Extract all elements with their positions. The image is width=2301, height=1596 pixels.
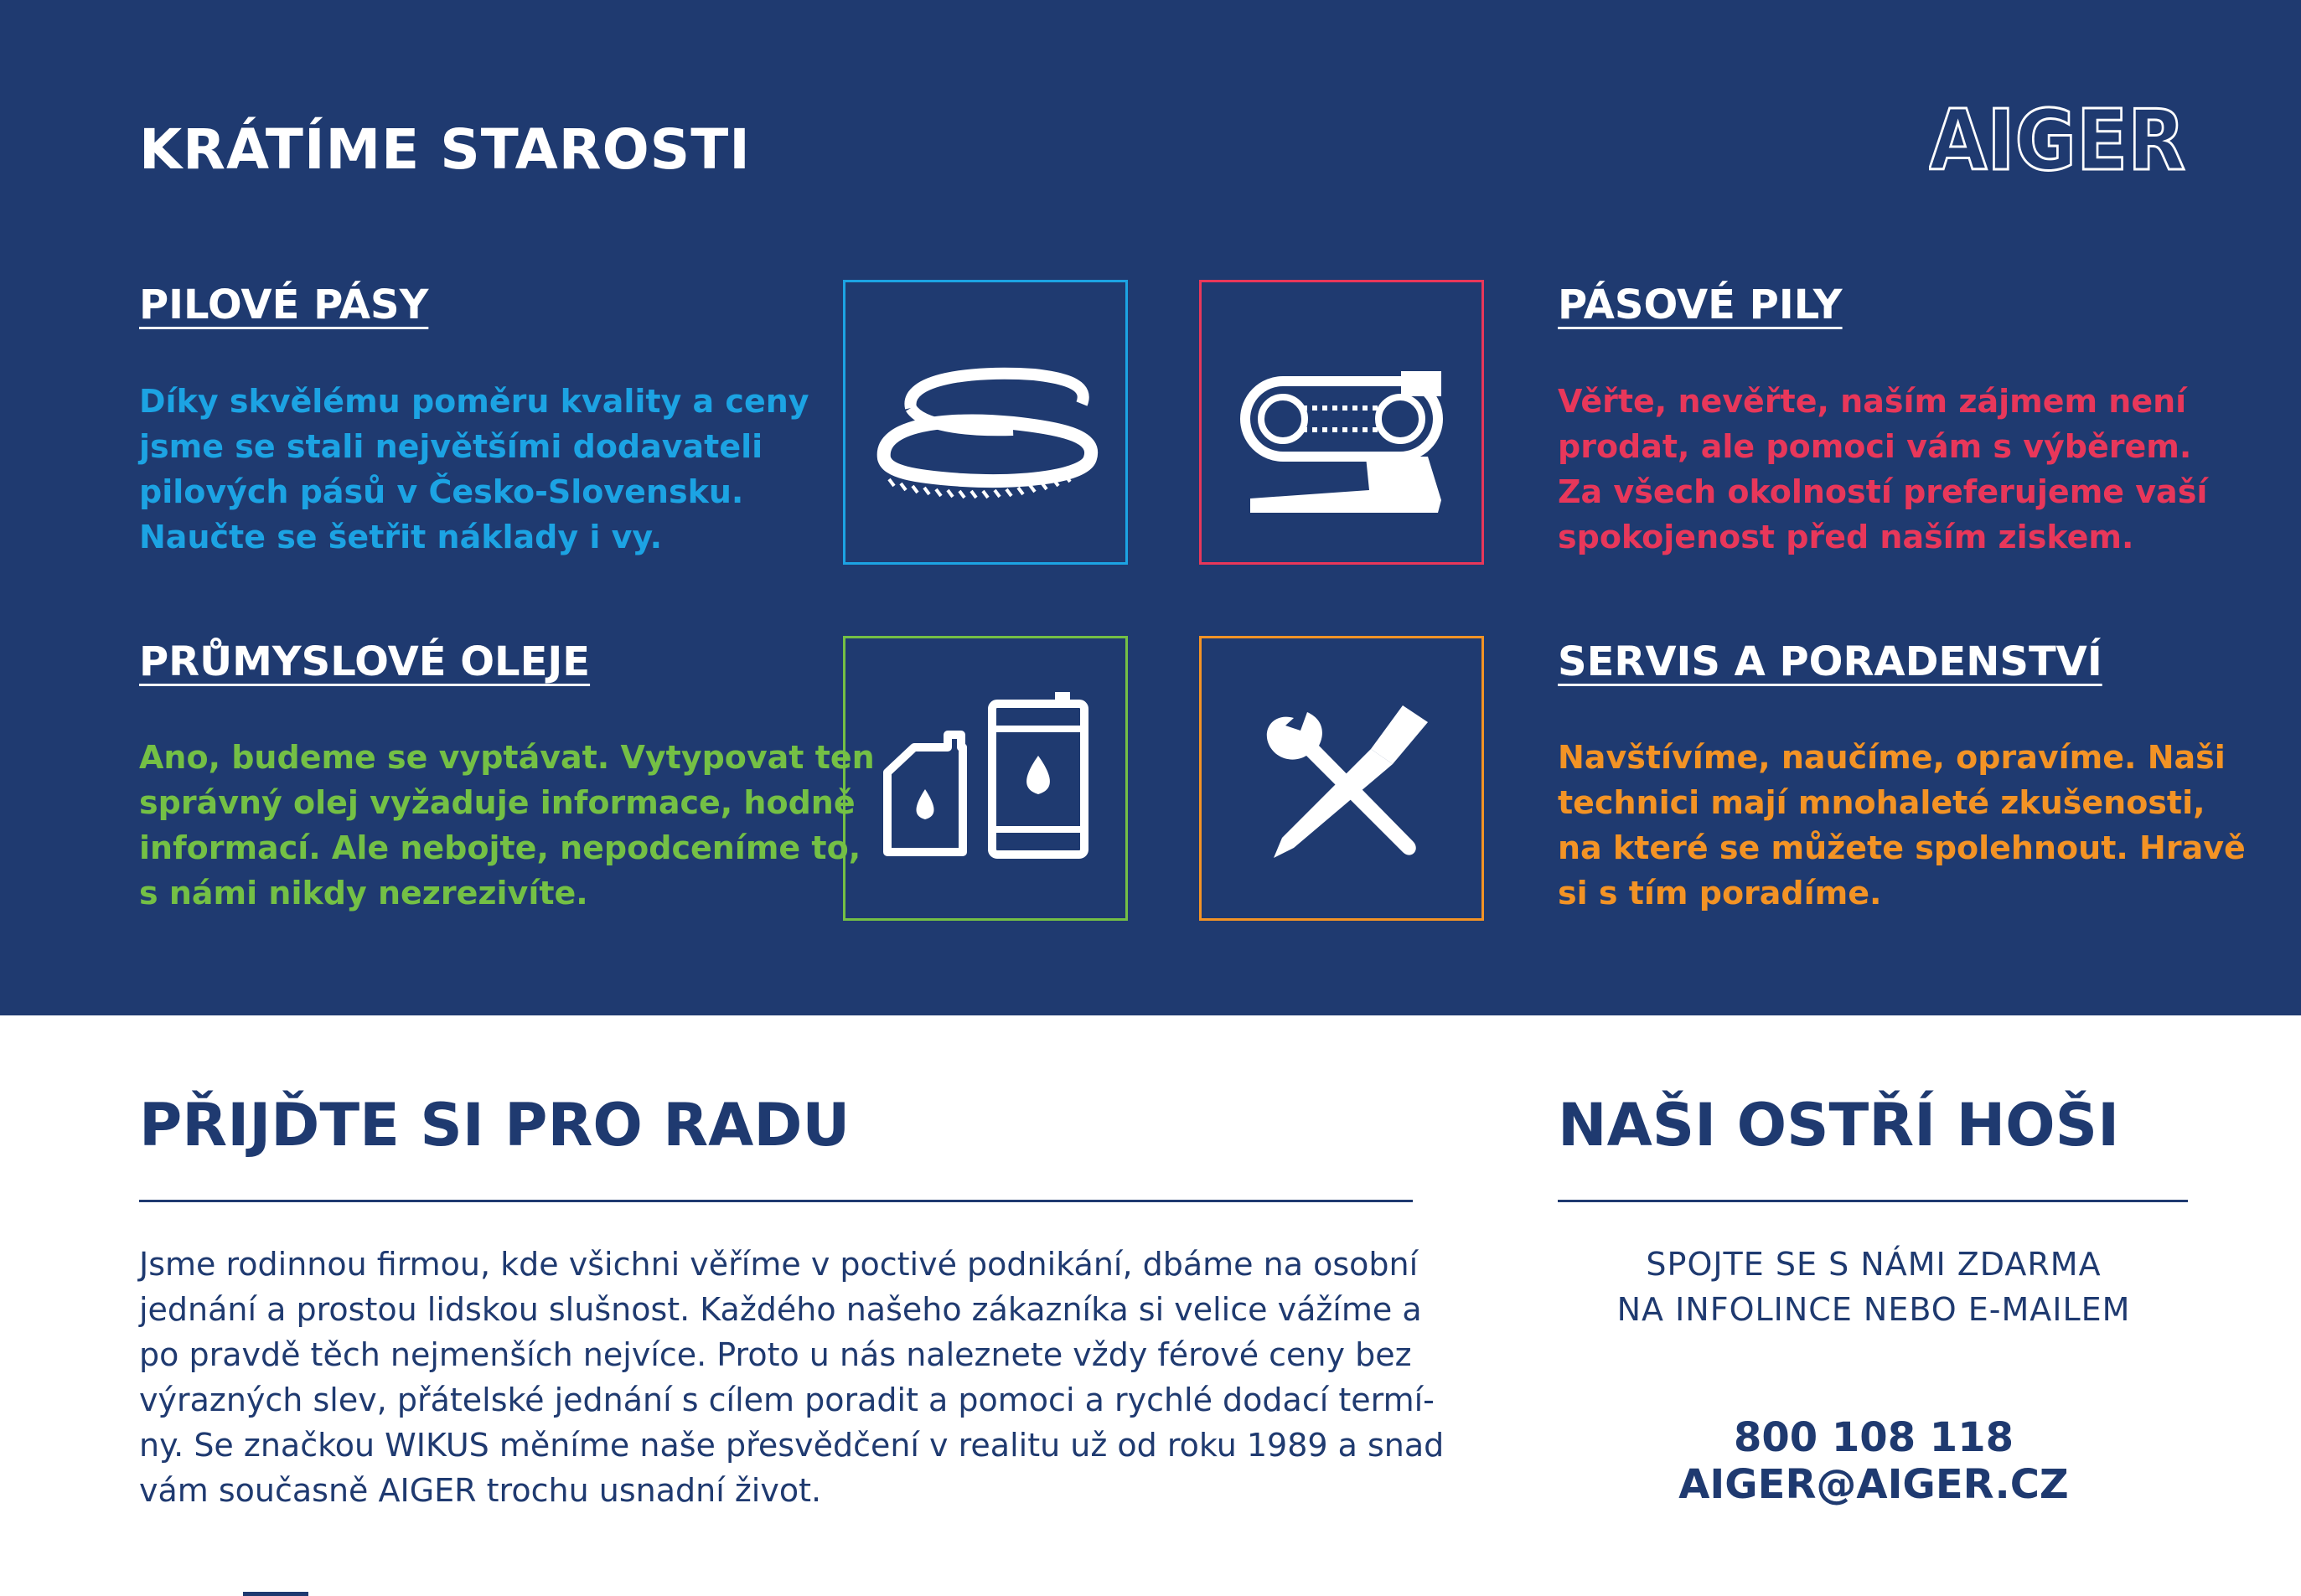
section-title-servis: SERVIS A PORADENSTVÍ (1558, 638, 2102, 685)
band-saw-icon (1202, 282, 1481, 562)
page-title: KRÁTÍME STAROSTI (139, 117, 751, 182)
advice-title: PŘIJĎTE SI PRO RADU (139, 1091, 851, 1160)
contact-intro: SPOJTE SE S NÁMI ZDARMA NA INFOLINCE NEBO E-MAILEM (1616, 1246, 2131, 1328)
tools-icon-box (1199, 636, 1484, 921)
oil-canisters-icon-box (843, 636, 1128, 921)
section-text-pasove-pily: Věřte, nevěřte, naším zájmem není prodat, ale pomoci vám s výběrem. Za všech okolností preferujeme vaší spokojenost před naším ziskem. (1558, 383, 2208, 555)
section-text-pilove-pasy: Díky skvělému poměru kvality a ceny jsme se stali největšími dodavateli pilových pásů v Česko-Slovensku. Naučte se šetřit náklady i vy. (139, 383, 809, 555)
section-text-servis: Navštívíme, naučíme, opravíme. Naši technici mají mnohaleté zkušenosti, na které se můžete spolehnout. Hravě si s tím poradíme. (1558, 739, 2246, 912)
section-text-prumyslove-oleje: Ano, budeme se vyptávat. Vytypovat ten správný olej vyžaduje informace, hodně informací. Ale nebojte, nepodceníme to, s námi nikdy nezrezivíte. (139, 739, 875, 912)
section-title-pasove-pily: PÁSOVÉ PILY (1558, 281, 1843, 328)
aiger-logo (1929, 99, 2189, 179)
contact-divider (1558, 1200, 2188, 1202)
page-edge-mark (243, 1592, 308, 1596)
logo-text: AIGER (1929, 99, 2185, 179)
saw-blades-icon-box (843, 280, 1128, 565)
band-saw-icon-box (1199, 280, 1484, 565)
section-title-prumyslove-oleje: PRŮMYSLOVÉ OLEJE (139, 638, 591, 685)
contact-details (1559, 1414, 2189, 1508)
advice-divider (139, 1200, 1413, 1202)
oil-canisters-icon (845, 638, 1125, 918)
email-address[interactable]: AIGER@AIGER.CZ (1678, 1461, 2069, 1508)
phone-number[interactable]: 800 108 118 (1733, 1414, 2014, 1461)
section-title-pilove-pasy: PILOVÉ PÁSY (139, 281, 429, 328)
saw-blades-icon (845, 282, 1125, 562)
contact-title: NAŠI OSTŘÍ HOŠI (1558, 1091, 2120, 1160)
tools-icon (1202, 638, 1481, 918)
advice-text: Jsme rodinnou firmou, kde všichni věříme v poctivé podnikání, dbáme na osobní jednání a prostou lidskou slušnost. Každého našeho zákazníka si velice vážíme a po pravdě těch nejmenších nejvíce. Proto u nás naleznete vždy férové ceny bez výrazných slev, přátelské jednání s cílem poradit a pomoci a rychlé dodací termí- ny. Se značkou WIKUS měníme naše přesvědčení v realitu už od roku 1989 a snad vám současně AIGER trochu usnadní život. (139, 1246, 1445, 1509)
